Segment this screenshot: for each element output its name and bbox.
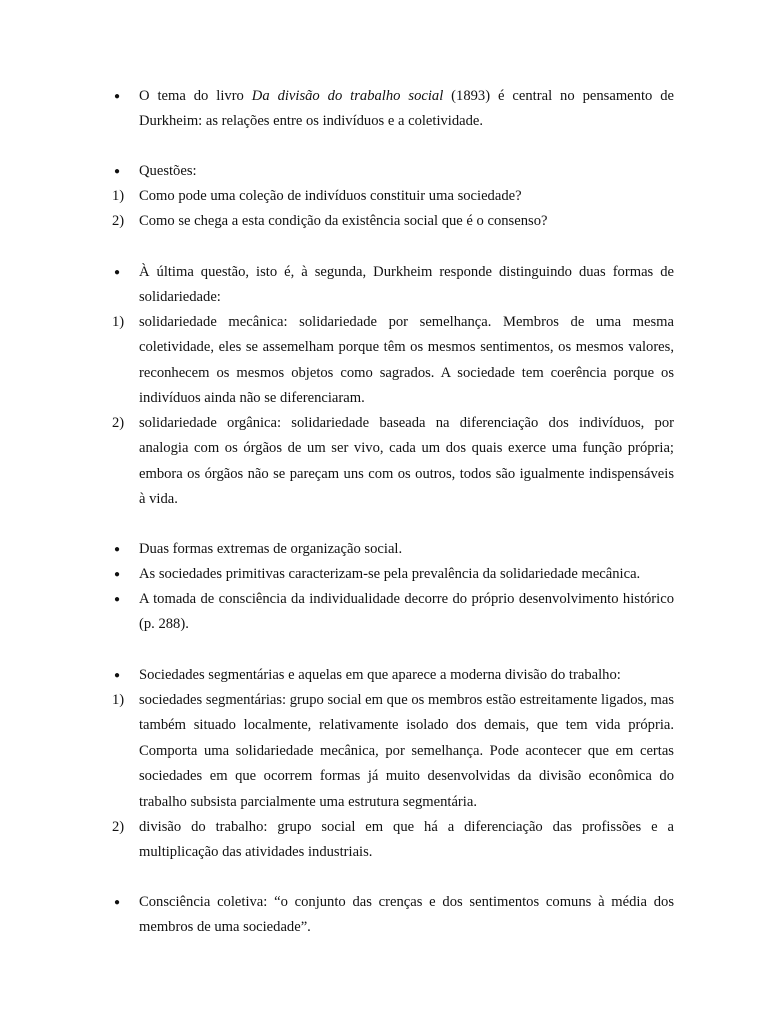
paragraph-text: As sociedades primitivas caracterizam-se pela prevalência da solidariedade mecânica. [139,566,641,582]
bullet-item-sociedades-primitivas [112,562,674,587]
bullet-item-tomada-consciencia [112,587,674,638]
paragraph-text: À última questão, isto é, à segunda, Durkheim responde distinguindo duas formas de solidariedade: [139,264,674,306]
bullet-marker: ● [114,569,121,580]
paragraph-text: A tomada de consciência da individualidade decorre do próprio desenvolvimento histórico (p. 288). [139,591,674,633]
bullet-marker: ● [114,897,121,908]
book-title: Da divisão do trabalho social [251,88,444,104]
paragraph-text: Consciência coletiva: “o conjunto das crenças e dos sentimentos comuns à média dos membros de uma sociedade”. [139,894,674,936]
number-marker: 2) [112,415,125,431]
bullet-item-questoes [112,159,674,184]
numbered-item-solidariedade-mecanica [112,310,674,412]
numbered-item-segmentarias-def [112,688,674,815]
number-marker: 1) [112,314,125,330]
numbered-item-divisao-trabalho [112,815,674,866]
paragraph-text: Como se chega a esta condição da existência social que é o consenso? [139,213,548,229]
bullet-item-duas-formas [112,537,674,562]
bullet-item-ultima-questao [112,260,674,311]
bullet-marker: ● [114,544,121,555]
bullet-marker: ● [114,594,121,605]
paragraph-text: Questões: [139,163,197,179]
paragraph-text [139,84,674,135]
bullet-item-sociedades-segmentarias [112,663,674,688]
paragraph-text: sociedades segmentárias: grupo social em que os membros estão estreitamente ligados, mas também situado localmente, relativamente isolado dos demais, que tem vida própria. Comporta uma solidariedade mecânica, por semelhança. Pode acontecer que em certas sociedades em que ocorrem formas já muito desenvolvidas da divisão econômica do trabalho subsista parcialmente uma estrutura segmentária. [139,692,674,810]
paragraph-text: divisão do trabalho: grupo social em que há a diferenciação das profissões e a multiplicação das atividades industriais. [139,819,674,861]
number-marker: 1) [112,188,125,204]
number-marker: 2) [112,819,125,835]
numbered-item-1 [112,184,674,209]
paragraph-text: Como pode uma coleção de indivíduos constituir uma sociedade? [139,188,522,204]
text-run: (1893) é central no pensamento de Durkheim: as relações entre os indivíduos e a coletividade. [139,88,674,130]
paragraph-text: Duas formas extremas de organização social. [139,541,403,557]
paragraph-text: solidariedade orgânica: solidariedade baseada na diferenciação dos indivíduos, por analogia com os órgãos de um ser vivo, cada um dos quais exerce uma função própria; embora os órgãos não se pareçam uns com os outros, todos são igualmente indispensáveis à vida. [139,415,674,508]
paragraph-text: solidariedade mecânica: solidariedade por semelhança. Membros de uma mesma coletividade, eles se assemelham porque têm os mesmos sentimentos, os mesmos valores, reconhecem os mesmos objetos como sagrados. A sociedade tem coerência porque os indivíduos ainda não se diferenciaram. [139,314,674,407]
bullet-item-livro [112,84,674,135]
bullet-marker: ● [114,166,121,177]
paragraph-text: Sociedades segmentárias e aquelas em que aparece a moderna divisão do trabalho: [139,667,621,683]
bullet-marker: ● [114,91,121,102]
bullet-marker: ● [114,670,121,681]
text-run: O tema do livro [139,88,252,104]
numbered-item-2 [112,209,674,234]
bullet-item-consciencia-coletiva [112,890,674,941]
number-marker: 2) [112,213,125,229]
numbered-item-solidariedade-organica [112,411,674,513]
bullet-marker: ● [114,267,121,278]
number-marker: 1) [112,692,125,708]
